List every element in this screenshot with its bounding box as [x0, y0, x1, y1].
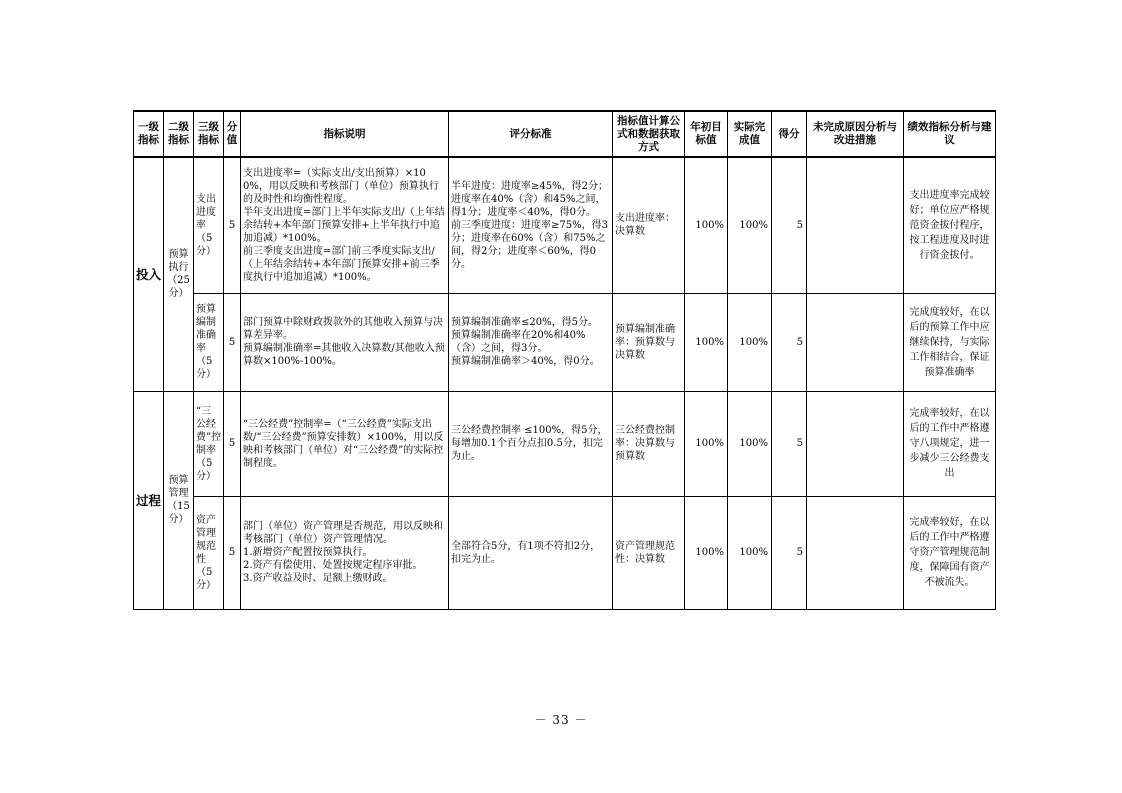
table-row	[134, 293, 996, 391]
level3-cell: 预算编制准确率（5分）	[194, 293, 224, 391]
reason-cell	[807, 293, 904, 391]
target-cell: 100%	[685, 157, 728, 293]
score-value-cell: 5	[224, 391, 241, 496]
level3-cell: “三公经费”控制率（5分）	[194, 391, 224, 496]
actual-cell: 100%	[728, 391, 772, 496]
table-row	[134, 391, 996, 496]
suggestion-cell: 完成度较好，在以后的预算工作中应继续保持，与实际工作相结合，保证预算准确率	[904, 293, 996, 391]
header-description: 指标说明	[241, 111, 449, 157]
header-actual: 实际完成值	[728, 111, 772, 157]
header-suggestion: 绩效指标分析与建议	[904, 111, 996, 157]
actual-cell: 100%	[728, 157, 772, 293]
table-row	[134, 157, 996, 293]
score-cell: 5	[772, 157, 807, 293]
reason-cell	[807, 157, 904, 293]
level2-budget-mgmt: 预算管理（15分）	[164, 391, 194, 609]
score-cell: 5	[772, 496, 807, 609]
header-level1: 一级指标	[134, 111, 164, 157]
suggestion-cell: 完成率较好，在以后的工作中严格遵守资产管理规范制度，保障国有资产不被流失。	[904, 496, 996, 609]
criteria-cell: 预算编制准确率≤20%，得5分。 预算编制准确率在20%和40%（含）之间，得3分。 预算编制准确率＞40%，得0分。	[449, 293, 613, 391]
score-value-cell: 5	[224, 157, 241, 293]
reason-cell	[807, 496, 904, 609]
header-level2: 二级指标	[164, 111, 194, 157]
formula-cell: 支出进度率：决算数	[613, 157, 685, 293]
level1-input: 投入	[134, 157, 164, 391]
header-score-value: 分值	[224, 111, 241, 157]
description-cell: 部门（单位）资产管理是否规范，用以反映和考核部门（单位）资产管理情况。 1.新增资产配置按预算执行。 2.资产有偿使用、处置按规定程序审批。 3.资产收益及时、足额上缴财政。	[241, 496, 449, 609]
suggestion-cell: 完成率较好，在以后的工作中严格遵守八项规定，进一步减少三公经费支出	[904, 391, 996, 496]
formula-cell: 预算编制准确率：预算数与决算数	[613, 293, 685, 391]
header-target: 年初目标值	[685, 111, 728, 157]
target-cell: 100%	[685, 496, 728, 609]
header-reason: 未完成原因分析与改进措施	[807, 111, 904, 157]
target-cell: 100%	[685, 293, 728, 391]
level1-process: 过程	[134, 391, 164, 609]
header-formula: 指标值计算公式和数据获取方式	[613, 111, 685, 157]
criteria-cell: 全部符合5分，有1项不符扣2分，扣完为止。	[449, 496, 613, 609]
criteria-cell: 半年进度：进度率≥45%，得2分；进度率在40%（含）和45%之间，得1分；进度率＜40%，得0分。 前三季度进度：进度率≥75%，得3分；进度率在60%（含）和75%之间，得2分；进度率＜60%，得0分。	[449, 157, 613, 293]
performance-table-container	[133, 110, 995, 610]
criteria-cell: 三公经费控制率 ≤100%，得5分，每增加0.1个百分点扣0.5分，扣完为止。	[449, 391, 613, 496]
description-cell: 支出进度率=（实际支出/支出预算）×100%，用以反映和考核部门（单位）预算执行的及时性和均衡性程度。 半年支出进度=部门上半年实际支出/（上年结余结转+本年部门预算安排+上半年执行中追加追减）*100%。 前三季度支出进度=部门前三季度实际支出/（上年结余结转+本年部门预算安排+前三季度执行中追加追减）*100%。	[241, 157, 449, 293]
score-cell: 5	[772, 391, 807, 496]
level2-budget-exec: 预算执行（25分）	[164, 157, 194, 391]
score-value-cell: 5	[224, 496, 241, 609]
description-cell: “三公经费”控制率=（“三公经费”实际支出数/“三公经费”预算安排数）×100%，用以反映和考核部门（单位）对“三公经费”的实际控制程度。	[241, 391, 449, 496]
description-cell: 部门预算中除财政拨款外的其他收入预算与决算差异率。 预算编制准确率=其他收入决算数/其他收入预算数×100%-100%。	[241, 293, 449, 391]
table-row	[134, 496, 996, 609]
header-criteria: 评分标准	[449, 111, 613, 157]
level3-cell: 资产管理规范性（5分）	[194, 496, 224, 609]
formula-cell: 三公经费控制率：决算数与预算数	[613, 391, 685, 496]
actual-cell: 100%	[728, 496, 772, 609]
target-cell: 100%	[685, 391, 728, 496]
actual-cell: 100%	[728, 293, 772, 391]
page-number: － 33 －	[534, 713, 588, 727]
score-value-cell: 5	[224, 293, 241, 391]
header-score: 得分	[772, 111, 807, 157]
performance-indicator-table	[133, 110, 996, 610]
reason-cell	[807, 391, 904, 496]
suggestion-cell: 支出进度率完成较好；单位应严格规范资金拔付程序，按工程进度及时进行资金拔付。	[904, 157, 996, 293]
header-row	[134, 111, 996, 157]
formula-cell: 资产管理规范性：决算数	[613, 496, 685, 609]
level3-cell: 支出进度率（5分）	[194, 157, 224, 293]
header-level3: 三级指标	[194, 111, 224, 157]
score-cell: 5	[772, 293, 807, 391]
